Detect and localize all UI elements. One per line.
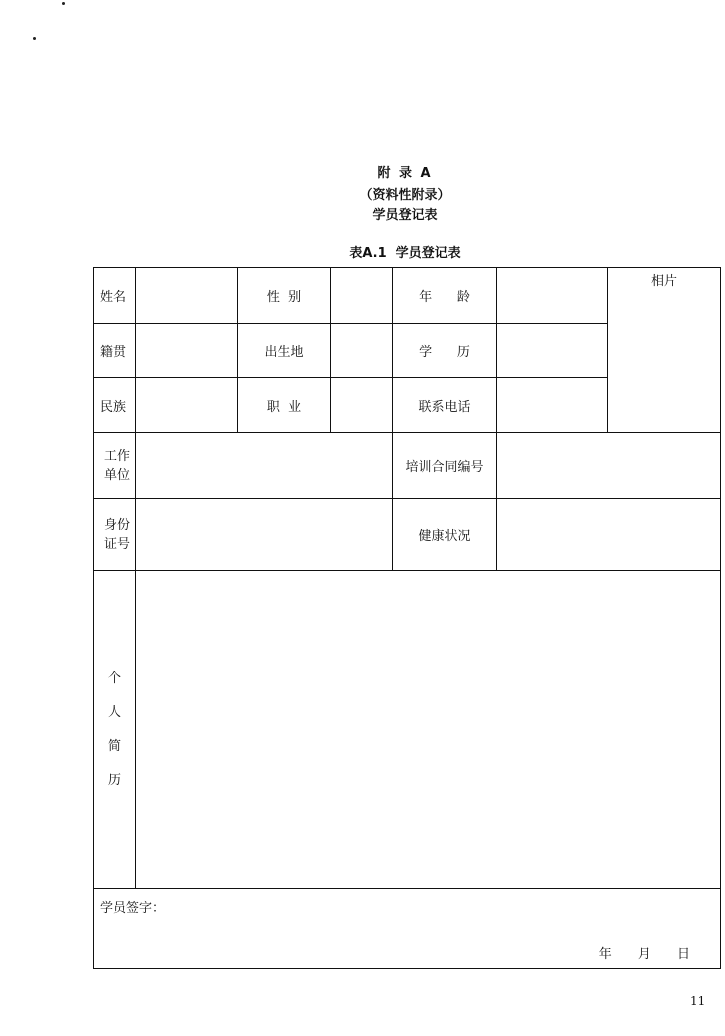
id-number-label: 身份 证号 — [94, 499, 136, 571]
birthplace-label: 出生地 — [238, 324, 331, 378]
ethnicity-field[interactable] — [136, 378, 238, 433]
age-label: 年 龄 — [393, 268, 497, 324]
scan-speck — [62, 2, 65, 5]
form-title: 学员登记表 — [372, 208, 438, 223]
gender-field[interactable] — [331, 268, 393, 324]
phone-field[interactable] — [497, 378, 608, 433]
resume-field[interactable] — [136, 571, 721, 889]
phone-label: 联系电话 — [393, 378, 497, 433]
education-field[interactable] — [497, 324, 608, 378]
signature-cell[interactable] — [94, 889, 721, 969]
birthplace-field[interactable] — [331, 324, 393, 378]
registration-table — [93, 267, 721, 969]
appendix-note: （资料性附录） — [359, 188, 451, 203]
native-place-label: 籍贯 — [94, 324, 136, 378]
signature-label: 学员签字： — [100, 901, 166, 916]
health-field[interactable] — [497, 499, 721, 571]
age-field[interactable] — [497, 268, 608, 324]
name-field[interactable] — [136, 268, 238, 324]
contract-no-label: 培训合同编号 — [393, 433, 497, 499]
gender-label: 性 别 — [238, 268, 331, 324]
signature-date: 年 月 日 — [598, 947, 690, 962]
contract-no-field[interactable] — [497, 433, 721, 499]
photo-cell[interactable] — [608, 268, 721, 433]
photo-label: 相片 — [650, 274, 677, 289]
name-label: 姓名 — [94, 268, 136, 324]
health-label: 健康状况 — [393, 499, 497, 571]
native-place-field[interactable] — [136, 324, 238, 378]
education-label: 学 历 — [393, 324, 497, 378]
scan-speck — [33, 37, 36, 40]
occupation-label: 职 业 — [238, 378, 331, 433]
id-number-field[interactable] — [136, 499, 393, 571]
table-caption: 表A.1 学员登记表 — [349, 246, 461, 261]
appendix-title: 附 录 A — [377, 166, 433, 181]
workplace-field[interactable] — [136, 433, 393, 499]
workplace-label: 工作 单位 — [94, 433, 136, 499]
ethnicity-label: 民族 — [94, 378, 136, 433]
occupation-field[interactable] — [331, 378, 393, 433]
page-number: 11 — [690, 994, 706, 1008]
resume-label: 个 人 简 历 — [94, 571, 136, 889]
